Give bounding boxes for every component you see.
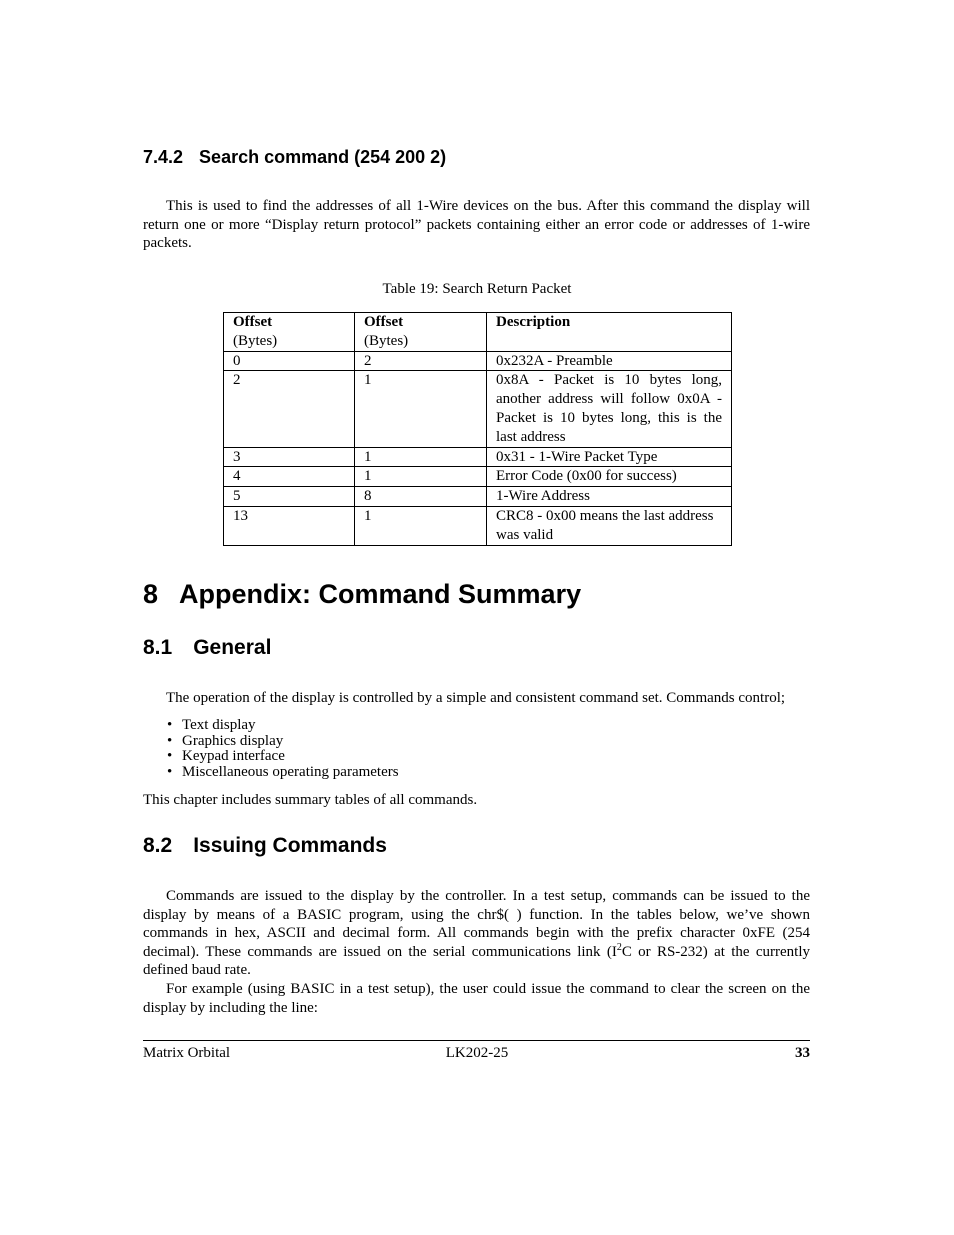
table-cell: 5 [224,487,355,507]
table-cell: 0x31 - 1-Wire Packet Type [487,447,732,467]
section-number: 8 [143,579,159,609]
header-title: Offset [364,314,404,330]
header-cell [224,313,355,352]
header-subtitle: (Bytes) [364,332,409,349]
table-cell: 1-Wire Address [487,487,732,507]
section-8-2-body [143,887,810,1017]
section-7-4-2-body [143,197,810,253]
table-caption: Table 19: Search Return Packet [382,281,572,297]
section-8-heading [143,579,581,610]
table-cell: 1 [355,447,487,467]
list-item: • Miscellaneous operating parameters [167,764,399,781]
search-return-packet-table [223,312,732,546]
section-title: Issuing Commands [193,834,387,857]
table-cell: CRC8 - 0x00 means the last address was valid [487,506,732,545]
bullet-icon: • [167,732,173,749]
list-item: • Text display [167,717,256,733]
header-cell [355,313,487,352]
table-cell: 0x8A - Packet is 10 bytes long, another address will follow 0x0A - Packet is 10 bytes long, this is the last address [487,371,732,447]
command-category-list [167,718,567,781]
table-cell: 1 [355,371,487,447]
table-cell: 13 [224,506,355,545]
table-row [224,351,732,371]
table-cell: 1 [355,506,487,545]
list-item: • Keypad interface [167,748,285,765]
paragraph: This is used to find the addresses of all 1-Wire devices on the bus. After this command the display will return one or more “Display return protocol” packets containing either an error code or addresses of 1-wire packets. [143,198,810,252]
paragraph: This chapter includes summary tables of all commands. [143,792,478,808]
list-item: • Graphics display [167,732,284,749]
section-number: 8.1 [143,636,173,659]
page-number: 33 [795,1045,810,1061]
section-number: 7.4.2 [143,147,184,167]
header-title: Description [496,314,571,330]
section-number: 8.2 [143,834,173,857]
table-cell: 0 [224,351,355,371]
paragraph: The operation of the display is controlled by a simple and consistent command set. Commands control; [166,690,786,706]
table-cell: 8 [355,487,487,507]
table-row [224,371,732,447]
paragraph: For example (using BASIC in a test setup), the user could issue the command to clear the screen on the display by including the line: [143,980,810,1016]
table-row [224,447,732,467]
header-cell [487,313,732,352]
table-cell: 0x232A - Preamble [487,351,732,371]
table-header-row [224,313,732,352]
section-7-4-2-heading [143,147,446,168]
table-row [224,467,732,487]
section-8-1-heading [143,636,271,660]
section-title: Appendix: Command Summary [179,579,582,609]
section-8-2-heading [143,834,387,858]
table-cell: 4 [224,467,355,487]
paragraph: Commands are issued to the display by the controller. In a test setup, commands can be issued to the display by means of a BASIC program, using the chr$( ) function. In the tables below, we’ve shown commands in hex, ASCII and decimal form. All commands begin with the prefix character 0xFE (254 decimal). These commands are issued on the serial communications link ($I^2C$ or RS-232) at the currently defined baud rate. [143,888,810,979]
header-subtitle: (Bytes) [233,332,278,349]
footer-left: Matrix Orbital [143,1045,231,1061]
section-title: General [193,636,272,659]
bullet-icon: • [167,748,173,765]
table-row [224,487,732,507]
footer-center: LK202-25 [445,1045,509,1061]
section-title: Search command (254 200 2) [199,147,447,167]
section-8-1-intro [143,689,810,708]
table-cell: Error Code (0x00 for success) [487,467,732,487]
bullet-icon: • [167,764,173,781]
bullet-icon: • [167,717,173,733]
footer-rule [143,1040,810,1041]
table-cell: 2 [224,371,355,447]
table-cell: 1 [355,467,487,487]
table-cell: 2 [355,351,487,371]
header-title: Offset [233,314,273,330]
table-cell: 3 [224,447,355,467]
table-row [224,506,732,545]
section-8-1-outro [143,791,810,810]
